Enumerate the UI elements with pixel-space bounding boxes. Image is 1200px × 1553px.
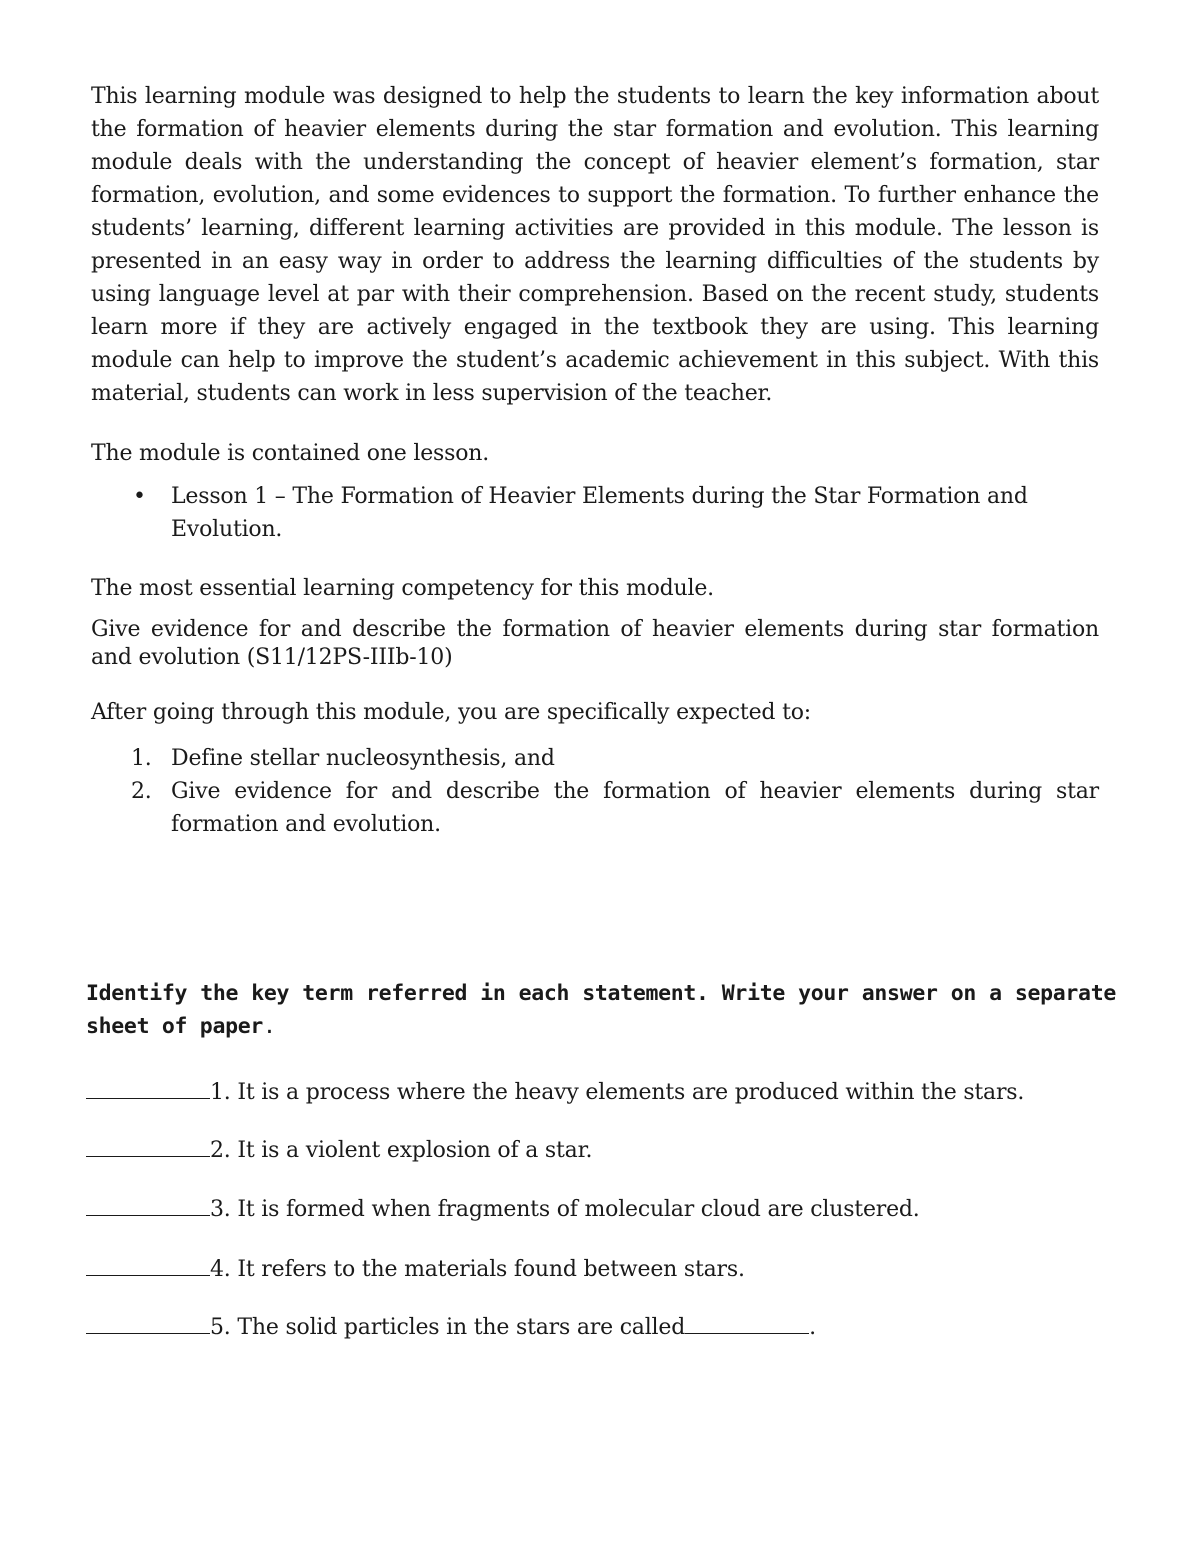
- question-1: [86, 1076, 1126, 1108]
- answer-blank[interactable]: [86, 1076, 210, 1099]
- competency-heading: The most essential learning competency for this module.: [91, 576, 714, 601]
- objective-text: Define stellar nucleosynthesis, and: [171, 746, 555, 771]
- lesson-list: [91, 480, 1099, 546]
- instructions: [86, 977, 1116, 1043]
- list-item: [131, 775, 1099, 841]
- module-contents-line: The module is contained one lesson.: [91, 441, 490, 466]
- question-text: 1. It is a process where the heavy elements are produced within the stars.: [210, 1080, 1025, 1105]
- competency-text: Give evidence for and describe the formation of heavier elements during star formation and evolution (S11/12PS-IIIb-10): [91, 617, 1099, 670]
- bullet-icon: •: [133, 484, 146, 509]
- list-item: [131, 742, 1099, 775]
- instructions-end: .: [263, 1014, 276, 1039]
- objective-number: 2.: [131, 779, 152, 804]
- lesson-title: Lesson 1 – The Formation of Heavier Elements during the Star Formation and Evolution.: [171, 484, 1028, 542]
- question-5: [86, 1311, 1126, 1343]
- objectives-intro: After going through this module, you are specifically expected to:: [91, 700, 811, 725]
- module-overview: [91, 80, 1099, 841]
- intro-paragraph: This learning module was designed to help the students to learn the key information about the formation of heavier elements during the star formation and evolution. This learning module deals with the understanding the concept of heavier element’s formation, star formation, evolution, and some evidences to support the formation. To further enhance the students’ learning, different learning activities are provided in this module. The lesson is presented in an easy way in order to address the learning difficulties of the students by using language level at par with their comprehension. Based on the recent study, students learn more if they are actively engaged in the textbook they are using. This learning module can help to improve the student’s academic achievement in this subject. With this material, students can work in less supervision of the teacher.: [91, 84, 1099, 406]
- answer-blank[interactable]: [86, 1193, 210, 1216]
- question-text: 2. It is a violent explosion of a star.: [210, 1138, 593, 1163]
- objective-number: 1.: [131, 746, 152, 771]
- question-text: 4. It refers to the materials found between stars.: [210, 1257, 745, 1282]
- question-tail: .: [809, 1315, 816, 1340]
- question-2: [86, 1134, 1126, 1166]
- question-text: 5. The solid particles in the stars are called: [210, 1315, 686, 1340]
- question-text: 3. It is formed when fragments of molecular cloud are clustered.: [210, 1197, 920, 1222]
- answer-blank[interactable]: [86, 1253, 210, 1276]
- instructions-bold: Identify the key term referred in each statement. Write your answer on a separate sheet of paper: [86, 981, 1116, 1039]
- question-3: [86, 1193, 1126, 1225]
- inline-answer-blank[interactable]: [685, 1311, 809, 1334]
- objectives-list: [91, 742, 1099, 841]
- objective-text: Give evidence for and describe the formation of heavier elements during star formation and evolution.: [171, 779, 1099, 837]
- answer-blank[interactable]: [86, 1311, 210, 1334]
- list-item: [133, 480, 1099, 546]
- answer-blank[interactable]: [86, 1134, 210, 1157]
- question-4: [86, 1253, 1126, 1285]
